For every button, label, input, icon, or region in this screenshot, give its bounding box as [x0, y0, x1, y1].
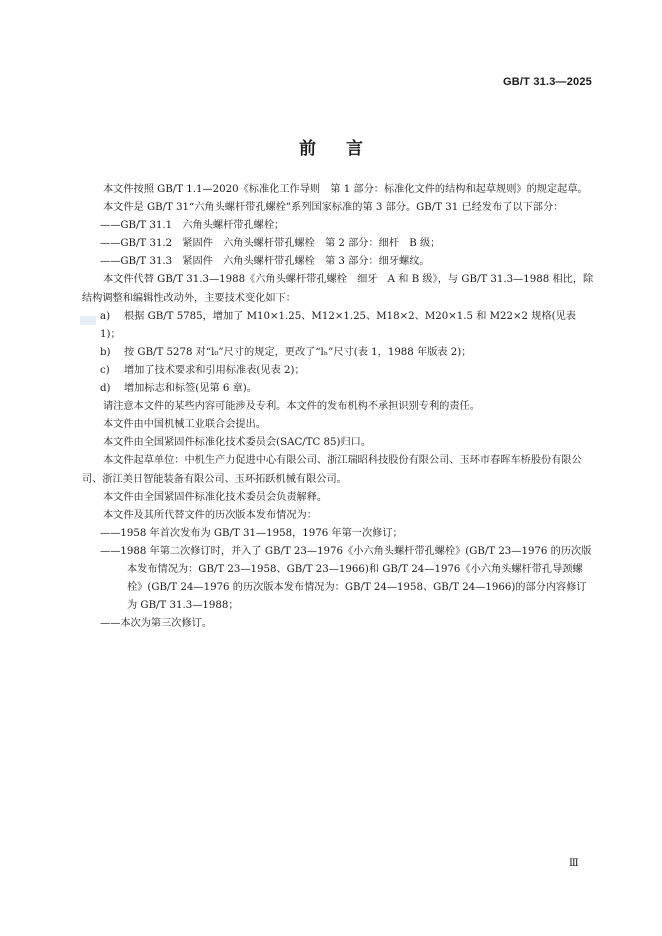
change-text: 增加了技术要求和引用标准表(见表 2)； [124, 364, 305, 376]
change-marker: d) [100, 383, 111, 395]
change-item-b [82, 344, 594, 362]
paragraph-drafting-rules: 本文件按照 GB/T 1.1—2020《标准化工作导则 第 1 部分：标准化文件的结构和起草规则》的规定起草。 [103, 184, 588, 195]
standard-code-header: GB/T 31.3—2025 [502, 76, 592, 88]
change-text: 按 GB/T 5278 对“l₀”尺寸的规定，更改了“lₕ”尺寸(表 1，1988 年版表 2)； [124, 346, 472, 358]
history-item-2: ——1988 年第二次修订时，并入了 GB/T 23—1976《小六角头螺杆带孔螺栓》(GB/T 23—1976 的历次版本发布情况为：GB/T 23—1958、GB/T 23—1966)和 GB/T 24—1976《小六角头螺杆带孔导颈螺栓》(GB/T 24—1976 的历次版本发布情况为：GB/T 24—1958、GB/T 24—1966)的部分内容修订为 GB/T 31.3—1988； [100, 545, 592, 612]
change-item-d [82, 380, 594, 398]
history-item-3: ——本次为第三次修订。 [100, 618, 213, 630]
paragraph-history-intro: 本文件及其所代替文件的历次版本发布情况为： [103, 509, 317, 521]
change-marker: c) [100, 364, 110, 376]
paragraph-patent-notice: 请注意本文件的某些内容可能涉及专利。本文件的发布机构不承担识别专利的责任。 [103, 401, 480, 413]
change-text: 增加标志和标签(见第 6 章)。 [124, 383, 257, 395]
change-item-a [82, 308, 594, 344]
change-marker: a) [100, 310, 111, 322]
paragraph-interpretation: 本文件由全国紧固件标准化技术委员会负责解释。 [103, 491, 328, 503]
list-item-part-1: ——GB/T 31.1 六角头螺杆带孔螺栓； [100, 220, 285, 232]
document-body [82, 181, 594, 633]
list-item-part-2: ——GB/T 31.2 紧固件 六角头螺杆带孔螺栓 第 2 部分：细杆 B 级； [100, 238, 441, 250]
paragraph-drafting-units: 本文件起草单位：中机生产力促进中心有限公司、浙江瑞昭科技股份有限公司、玉环市春晖车桥股份有限公司、浙江美日智能装备有限公司、玉环拓跃机械有限公司。 [82, 455, 582, 485]
change-marker: b) [100, 346, 111, 358]
list-item-part-3: ——GB/T 31.3 紧固件 六角头螺杆带孔螺栓 第 3 部分：细牙螺纹。 [100, 256, 430, 268]
page-title: 前言 [299, 139, 393, 159]
paragraph-proposed-by: 本文件由中国机械工业联合会提出。 [103, 419, 266, 431]
page-number: Ⅲ [569, 858, 579, 869]
change-text: 根据 GB/T 5785，增加了 M10×1.25、M12×1.25、M18×2、M20×1.5 和 M22×2 规格(见表 1)； [100, 310, 576, 340]
paragraph-replacement: 本文件代替 GB/T 31.3—1988《六角头螺杆带孔螺栓 细牙 A 和 B 级》，与 GB/T 31.3—1988 相比，除结构调整和编辑性改动外，主要技术变化如下： [82, 274, 594, 304]
paragraph-administered-by: 本文件由全国紧固件标准化技术委员会(SAC/TC 85)归口。 [103, 437, 372, 449]
history-item-1: ——1958 年首次发布为 GB/T 31—1958，1976 年第一次修订； [100, 527, 403, 539]
paragraph-series-info: 本文件是 GB/T 31“六角头螺杆带孔螺栓”系列国家标准的第 3 部分。GB/T 31 已经发布了以下部分： [103, 202, 564, 214]
change-item-c [82, 362, 594, 380]
